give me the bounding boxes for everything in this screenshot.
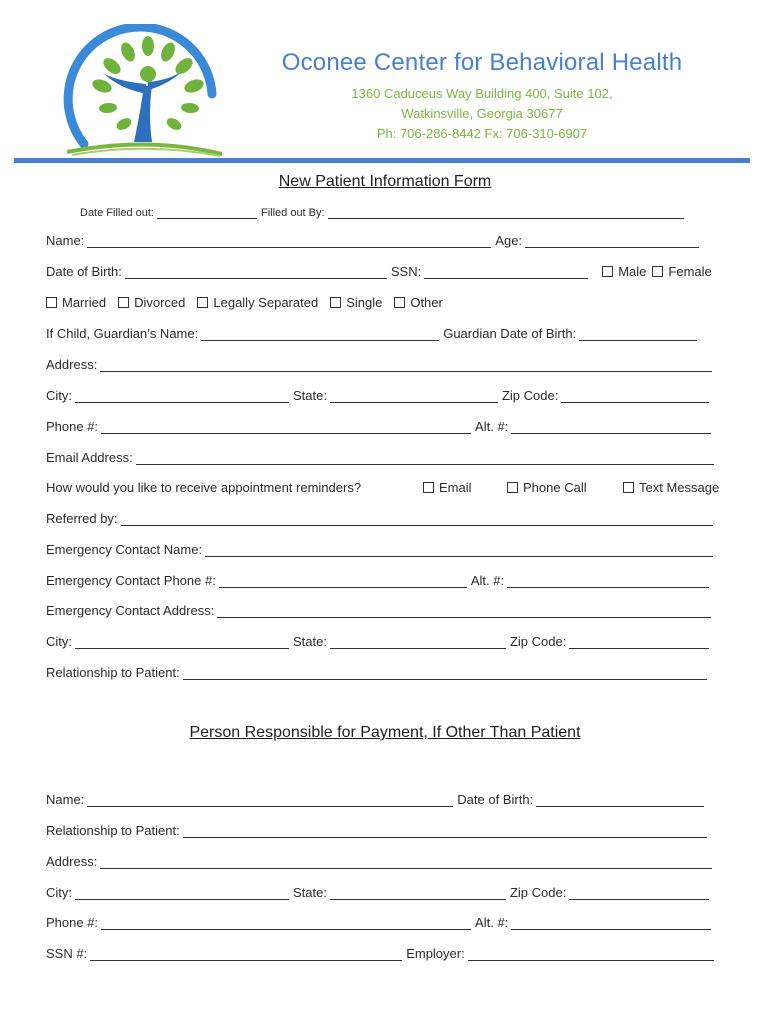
male-checkbox[interactable] (602, 264, 646, 279)
relationship-label: Relationship to Patient: (46, 665, 180, 680)
other-label: Other (410, 295, 443, 310)
date-filled-label: Date Filled out: (80, 207, 154, 219)
checkbox-icon (507, 482, 518, 493)
emergency-contact-name-label: Emergency Contact Name: (46, 542, 203, 557)
header-divider (14, 158, 750, 163)
dob-field[interactable] (125, 264, 387, 279)
reminder-email-label: Email (439, 480, 472, 495)
reminder-phone-checkbox[interactable] (507, 480, 623, 495)
payer-employer-label: Employer: (406, 946, 465, 961)
emergency-contact-name-field[interactable] (205, 542, 713, 557)
payer-dob-label: Date of Birth: (457, 792, 534, 807)
reminders-question: How would you like to receive appointment reminders? (46, 480, 362, 495)
legally-separated-label: Legally Separated (213, 295, 319, 310)
email-address-field[interactable] (136, 450, 714, 465)
name-label: Name: (46, 233, 85, 248)
contact-numbers: Ph: 706-286-8442 Fx: 706-310-6907 (376, 126, 588, 141)
divorced-checkbox[interactable] (118, 295, 185, 310)
single-label: Single (346, 295, 383, 310)
female-label: Female (668, 264, 712, 279)
zip-label: Zip Code: (501, 388, 559, 403)
emergency-city-label: City: (46, 634, 72, 649)
age-field[interactable] (525, 233, 699, 248)
alt-phone-label: Alt. #: (475, 419, 509, 434)
payer-phone-label: Phone #: (46, 915, 99, 930)
emergency-state-label: State: (293, 634, 327, 649)
emergency-alt-phone-label: Alt. #: (470, 573, 505, 588)
payer-alt-phone-field[interactable] (511, 915, 711, 930)
dob-label: Date of Birth: (46, 264, 122, 279)
checkbox-icon (394, 297, 405, 308)
emergency-contact-phone-field[interactable] (219, 573, 467, 588)
checkbox-icon (623, 482, 634, 493)
organization-name: Oconee Center for Behavioral Health (281, 49, 683, 76)
address-line-2: Watkinsville, Georgia 30677 (401, 106, 563, 121)
state-field[interactable] (330, 388, 498, 403)
emergency-state-field[interactable] (330, 634, 506, 649)
payer-relationship-label: Relationship to Patient: (46, 823, 180, 838)
date-filled-field[interactable] (157, 204, 257, 219)
emergency-zip-label: Zip Code: (509, 634, 567, 649)
payer-ssn-label: SSN #: (46, 946, 88, 961)
other-checkbox[interactable] (394, 295, 443, 310)
address-field[interactable] (100, 357, 712, 372)
payer-name-label: Name: (46, 792, 85, 807)
payer-state-field[interactable] (330, 885, 506, 900)
alt-phone-field[interactable] (511, 419, 711, 434)
address-line-1: 1360 Caduceus Way Building 400, Suite 102, (351, 86, 613, 101)
payer-zip-field[interactable] (569, 885, 709, 900)
form-title: New Patient Information Form (278, 173, 492, 190)
phone-label: Phone #: (46, 419, 99, 434)
filled-by-field[interactable] (328, 204, 684, 219)
payer-state-label: State: (293, 885, 327, 900)
payer-city-label: City: (46, 885, 72, 900)
tree-person-logo-icon (62, 24, 232, 160)
city-label: City: (46, 388, 72, 403)
emergency-alt-phone-field[interactable] (507, 573, 709, 588)
name-field[interactable] (87, 233, 491, 248)
payer-employer-field[interactable] (468, 946, 714, 961)
emergency-contact-address-field[interactable] (217, 603, 711, 618)
ssn-label: SSN: (390, 264, 422, 279)
referred-by-label: Referred by: (46, 511, 118, 526)
payer-ssn-field[interactable] (90, 946, 402, 961)
payer-dob-field[interactable] (536, 792, 704, 807)
emergency-contact-phone-label: Emergency Contact Phone #: (46, 573, 216, 588)
checkbox-icon (46, 297, 57, 308)
male-label: Male (618, 264, 647, 279)
phone-field[interactable] (101, 419, 471, 434)
reminder-text-label: Text Message (639, 480, 720, 495)
ssn-field[interactable] (424, 264, 588, 279)
filled-by-label: Filled out By: (260, 207, 325, 219)
guardian-name-field[interactable] (201, 326, 439, 341)
city-field[interactable] (75, 388, 289, 403)
emergency-city-field[interactable] (75, 634, 289, 649)
guardian-dob-label: Guardian Date of Birth: (443, 326, 577, 341)
address-label: Address: (46, 357, 98, 372)
payer-phone-field[interactable] (101, 915, 471, 930)
checkbox-icon (602, 266, 613, 277)
payer-zip-label: Zip Code: (509, 885, 567, 900)
reminder-text-checkbox[interactable] (623, 480, 719, 495)
email-address-label: Email Address: (46, 450, 133, 465)
emergency-zip-field[interactable] (569, 634, 709, 649)
zip-field[interactable] (561, 388, 709, 403)
checkbox-icon (423, 482, 434, 493)
payer-name-field[interactable] (87, 792, 453, 807)
checkbox-icon (330, 297, 341, 308)
female-checkbox[interactable] (652, 264, 711, 279)
state-label: State: (293, 388, 327, 403)
legally-separated-checkbox[interactable] (197, 295, 318, 310)
referred-by-field[interactable] (121, 511, 713, 526)
relationship-field[interactable] (183, 665, 707, 680)
payer-relationship-field[interactable] (183, 823, 707, 838)
reminder-phone-label: Phone Call (523, 480, 587, 495)
payer-address-field[interactable] (100, 854, 712, 869)
married-checkbox[interactable] (46, 295, 106, 310)
payer-address-label: Address: (46, 854, 98, 869)
checkbox-icon (652, 266, 663, 277)
guardian-dob-field[interactable] (579, 326, 697, 341)
divorced-label: Divorced (134, 295, 186, 310)
checkbox-icon (197, 297, 208, 308)
payer-alt-phone-label: Alt. #: (475, 915, 509, 930)
checkbox-icon (118, 297, 129, 308)
emergency-contact-address-label: Emergency Contact Address: (46, 603, 215, 618)
payer-city-field[interactable] (75, 885, 289, 900)
reminder-email-checkbox[interactable] (423, 480, 507, 495)
payment-section-title: Person Responsible for Payment, If Other Than Patient (189, 724, 581, 741)
single-checkbox[interactable] (330, 295, 382, 310)
age-label: Age: (495, 233, 523, 248)
married-label: Married (62, 295, 107, 310)
guardian-name-label: If Child, Guardian’s Name: (46, 326, 199, 341)
